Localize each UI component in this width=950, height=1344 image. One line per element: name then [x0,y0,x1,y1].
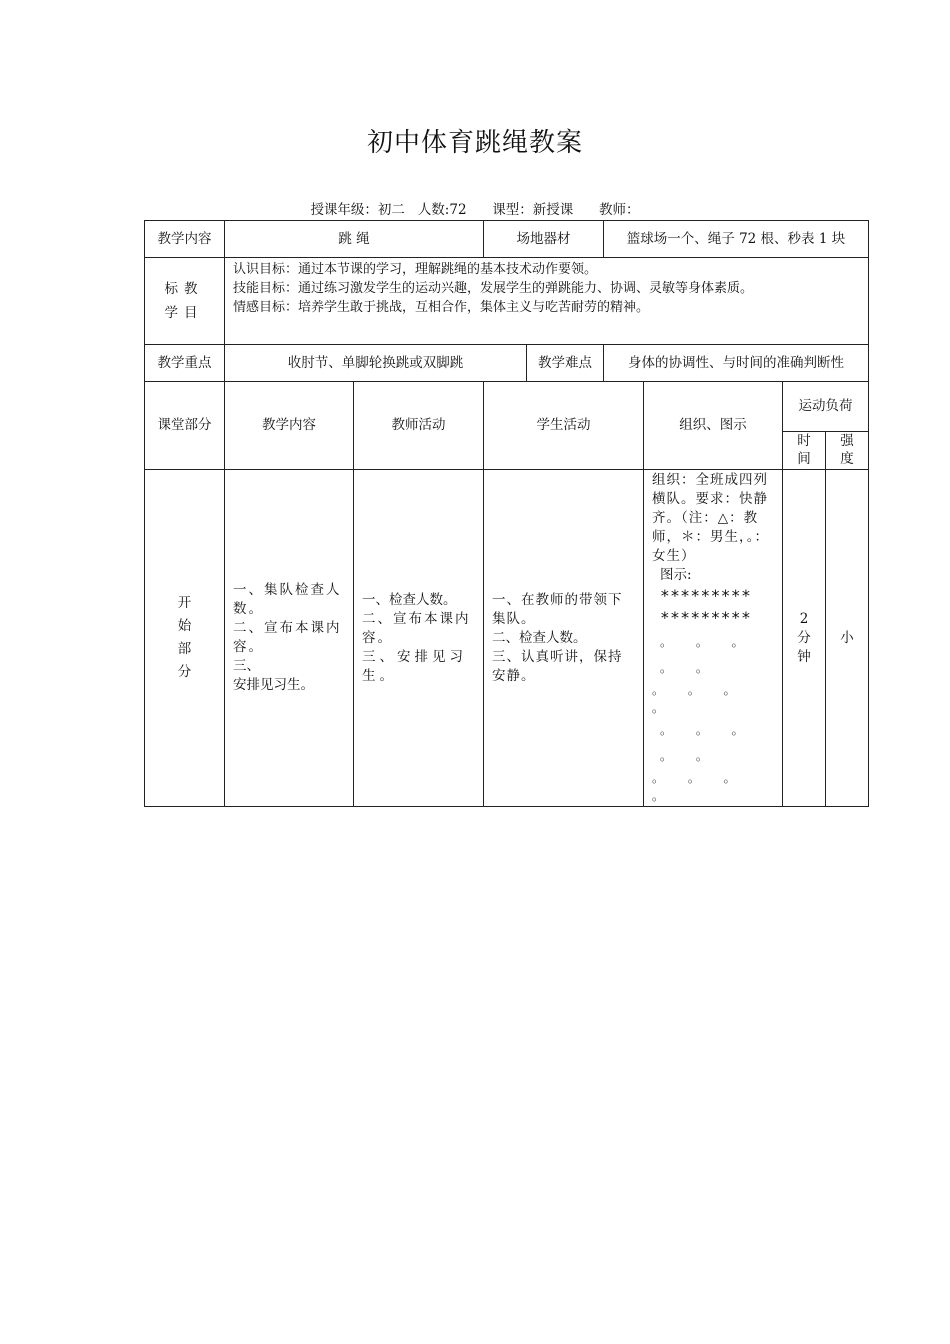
meta-type: 课型：新授课 [492,202,574,218]
label-focus: 教学重点 [145,345,225,382]
opening-organization [644,470,783,807]
header-load: 运动负荷 [783,382,869,432]
difficulty-value: 身体的协调性、与时间的准确判断性 [604,345,869,382]
formation-row-female-2b: 。 。 。 。 [652,771,746,803]
meta-grade: 授课年级：初二 [310,202,405,218]
diagram-label: 图示: [660,567,692,583]
opening-student-item-1: 一、在教师的带领下集队。 [492,591,623,627]
row-section-headers [145,382,869,432]
equipment-value: 篮球场一个、绳子 72 根、秒表 1 块 [604,221,869,258]
label-goals [145,258,225,345]
opening-time [783,470,826,807]
header-time [783,432,826,470]
goal-affective: 情感目标：培养学生敢于挑战，互相合作，集体主义与吃苦耐劳的精神。 [233,300,650,315]
header-content: 教学内容 [225,382,354,470]
opening-student-activity [484,470,644,807]
opening-teacher-item-3: 三、安排见习生。 [362,648,467,684]
formation-row-female-1: 。 。 。 。 。 [660,635,754,675]
formation-row-female-2: 。 。 。 。 。 [660,723,754,763]
formation-row-male-2: ********* [660,608,752,627]
organization-text: 组织：全班成四列横队。要求：快静齐。（注：△：教师，＊：男生，。：女生） [652,472,769,564]
header-teacher: 教师活动 [354,382,484,470]
meta-count: 人数:72 [417,202,467,218]
header-intensity-text: 强度 [840,433,854,467]
focus-value: 收肘节、单脚轮换跳或双脚跳 [225,345,527,382]
lesson-plan-table [144,220,869,807]
opening-intensity: 小 [826,470,869,807]
opening-teacher-activity [354,470,484,807]
opening-content [225,470,354,807]
header-part: 课堂部分 [145,382,225,470]
label-equipment: 场地器材 [484,221,604,258]
header-time-text: 时间 [797,433,811,467]
row-opening-part [145,470,869,807]
label-teaching-content: 教学内容 [145,221,225,258]
opening-teacher-item-2: 二、宣布本课内容。 [362,610,471,646]
label-difficulty: 教学难点 [527,345,604,382]
opening-content-item-2: 二、宣布本课内容。 [233,620,342,655]
row-goals [145,258,869,345]
teaching-content-value: 跳 绳 [225,221,484,258]
formation-row-female-1b: 。 。 。 。 [652,683,746,715]
meta-teacher: 教师： [599,202,640,218]
goal-skill: 技能目标：通过练习激发学生的运动兴趣，发展学生的弹跳能力、协调、灵敏等身体素质。 [233,281,754,296]
label-goals-text: 标教学目 [164,281,204,321]
opening-student-item-2: 二、检查人数。 [492,629,587,646]
opening-content-item-4: 安排见习生。 [233,677,314,693]
header-intensity [826,432,869,470]
opening-time-text: 2分钟 [797,610,811,665]
opening-student-item-3: 三、认真听讲，保持安静。 [492,648,623,684]
lesson-meta [0,198,950,218]
opening-part-label [145,470,225,807]
header-organization: 组织、图示 [644,382,783,470]
goal-cognitive: 认识目标：通过本节课的学习，理解跳绳的基本技术动作要领。 [233,262,598,277]
header-student: 学生活动 [484,382,644,470]
opening-content-item-1: 一、集队检查人数。 [233,582,342,617]
document-title: 初中体育跳绳教案 [366,128,583,158]
row-content-equipment [145,221,869,258]
opening-teacher-item-1: 一、检查人数。 [362,591,457,608]
opening-part-text: 开始部分 [177,595,192,680]
row-focus-difficulty [145,345,869,382]
goals-list [225,258,869,345]
formation-row-male-1: ********* [660,586,752,605]
opening-content-item-3: 三、 [233,658,260,674]
